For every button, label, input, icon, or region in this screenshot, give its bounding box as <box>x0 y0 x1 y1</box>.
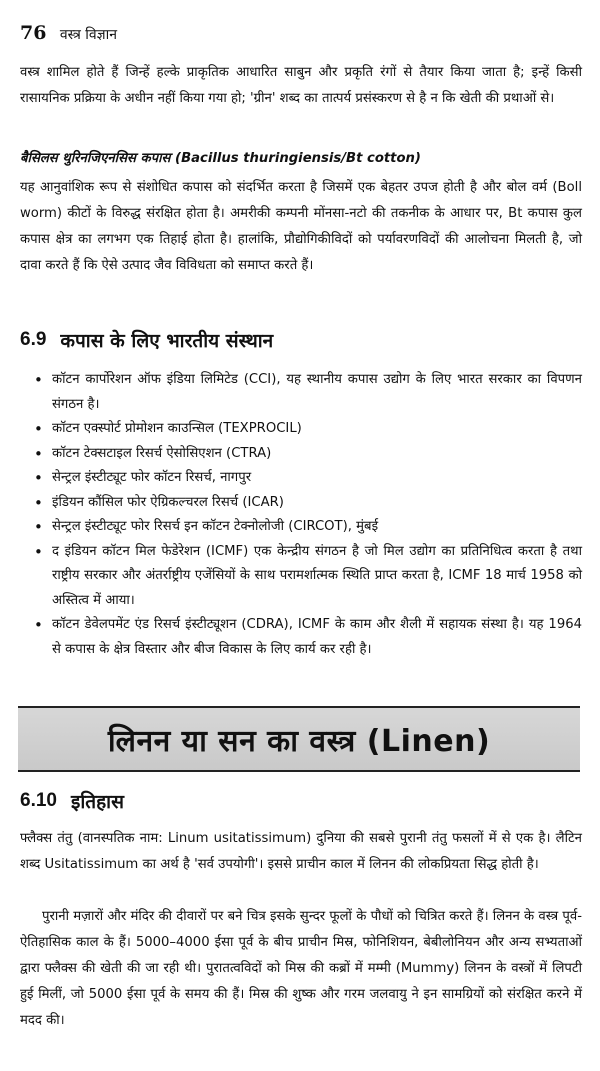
section-title: इतिहास <box>70 791 124 813</box>
section-number: 6.10 <box>20 790 57 811</box>
bt-cotton-heading: बैसिलस थुरिनजिएनसिस कपास (Bacillus thuringiensis/Bt cotton) <box>20 151 421 166</box>
list-item: • इंडियन कौंसिल फोर ऐग्रिकल्चरल रिसर्च (ICAR) <box>20 491 582 516</box>
list-item: • कॉटन एक्स्पोर्ट प्रोमोशन काउन्सिल (TEXPROCIL) <box>20 417 582 442</box>
chapter-banner-title: लिनन या सन का वस्त्र (Linen) <box>107 723 491 759</box>
institutes-list <box>20 368 582 662</box>
chapter-banner <box>18 706 580 772</box>
intro-paragraph: वस्त्र शामिल होते हैं जिन्हें हल्के प्राकृतिक आधारित साबुन और प्रकृति रंगों से तैयार किया जाता है; इन्हें किसी रासायनिक प्रक्रिया के अधीन नहीं किया गया हो; 'ग्रीन' शब्द का तात्पर्य प्रसंस्करण से है न कि खेती की प्रथाओं से। <box>20 65 582 106</box>
section-number: 6.9 <box>20 329 47 350</box>
list-item: • द इंडियन कॉटन मिल फेडेरेशन (ICMF) एक केन्द्रीय संगठन है जो मिल उद्योग का प्रतिनिधित्व करता है तथा राष्ट्रीय सरकार और अंतर्राष्ट्रीय एजेंसियों के साथ परामर्शात्मक स्थिति प्राप्त करता है, ICMF 18 मार्च 1958 को अस्तित्व में आया। <box>20 540 582 614</box>
list-item: • कॉटन डेवेलपमेंट एंड रिसर्च इंस्टीट्यूशन (CDRA), ICMF के काम और शैली में सहायक संस्था है। यह 1964 से कपास के क्षेत्र विस्तार और बीज विकास के लिए कार्य कर रही है। <box>20 613 582 662</box>
book-title: वस्त्र विज्ञान <box>59 27 118 43</box>
section-heading-6-10 <box>20 786 582 816</box>
list-item: • कॉटन कार्पोरेशन ऑफ इंडिया लिमिटेड (CCI), यह स्थानीय कपास उद्योग के लिए भारत सरकार का विपणन संगठन है। <box>20 368 582 417</box>
running-header <box>20 22 117 44</box>
list-item: • सेन्ट्रल इंस्टीट्यूट फोर रिसर्च इन कॉटन टेक्नोलोजी (CIRCOT), मुंबई <box>20 515 582 540</box>
bt-cotton-paragraph: यह आनुवांशिक रूप से संशोधित कपास को संदर्भित करता है जिसमें एक बेहतर उपज होती है और बोल वर्म (Boll worm) कीटों के विरुद्ध संरक्षित होता है। अमरीकी कम्पनी मोंनसा-नटो की तकनीक के आधार पर, Bt कपास कुल कपास क्षेत्र का लगभग एक तिहाई होता है। हालांकि, प्रौद्योगिकीविदों को पर्यावरणविदों की आलोचना मिलती है, जो दावा करते हैं कि ऐसे उत्पाद जैव विविधता को समाप्त करते हैं। <box>20 180 582 273</box>
list-item: • कॉटन टेक्सटाइल रिसर्च ऐसोसिएशन (CTRA) <box>20 442 582 467</box>
page-number: 76 <box>20 22 47 44</box>
list-item: • सेन्ट्रल इंस्टीट्यूट फोर कॉटन रिसर्च, नागपुर <box>20 466 582 491</box>
section-title: कपास के लिए भारतीय संस्थान <box>60 330 274 352</box>
history-paragraph-2: पुरानी मज़ारों और मंदिर की दीवारों पर बने चित्र इसके सुन्दर फूलों के पौधों को चित्रित करते हैं। लिनन के वस्त्र पूर्व-ऐतिहासिक काल के हैं। 5000–4000 ईसा पूर्व के बीच प्राचीन मिस्र, फोनिशियन, बेबीलोनियन और अन्य सभ्यताओं द्वारा फ्लैक्स की खेती की जा रही थी। पुरातत्वविदों को मिस्र की कब्रों में मम्मी (Mummy) लिनन के वस्त्रों में लिपटी हुई मिलीं, जो 5000 ईसा पूर्व के समय की हैं। मिस्र की शुष्क और गरम जलवायु ने इन सामग्रियों को संरक्षित करने में मदद की। <box>20 909 582 1028</box>
history-paragraph-1: फ्लैक्स तंतु (वानस्पतिक नाम: Linum usitatissimum) दुनिया की सबसे पुरानी तंतु फसलों में से एक है। लैटिन शब्द Usitatissimum का अर्थ है 'सर्व उपयोगी'। इससे प्राचीन काल में लिनन की लोकप्रियता सिद्ध होती है। <box>20 831 582 872</box>
section-heading-6-9 <box>20 325 582 355</box>
